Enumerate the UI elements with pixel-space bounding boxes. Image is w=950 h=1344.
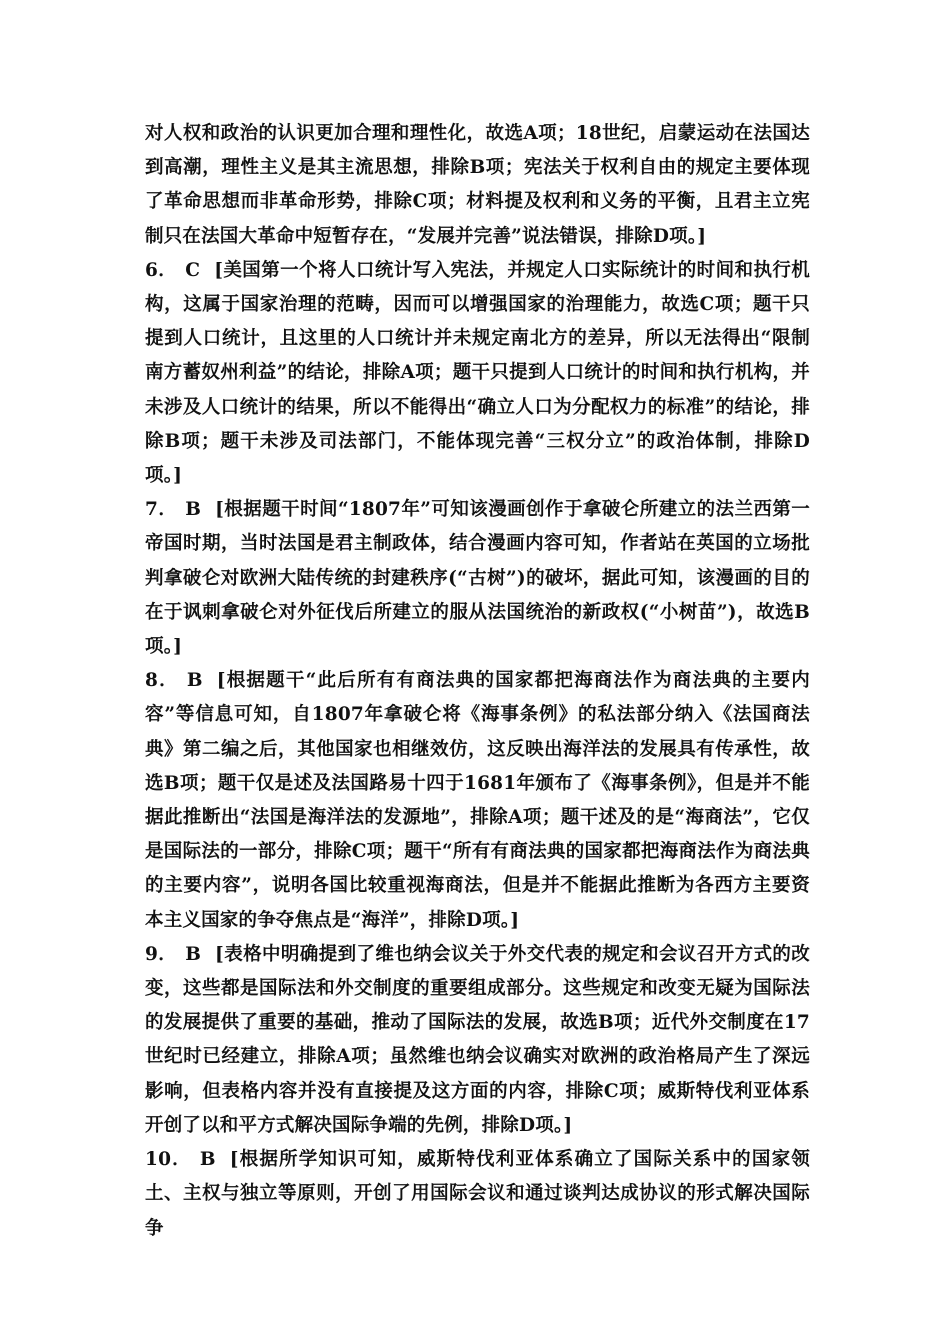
paragraph-text: 对人权和政治的认识更加合理和理性化，故选A项；18世纪，启蒙运动在法国达到高潮，理性主义是其主流思想，排除B项；宪法关于权利自由的规定主要体现了革命思想而非革命形势，排除C项；材料提及权利和义务的平衡，且君主立宪制只在法国大革命中短暂存在，“发展并完善”说法错误，排除D项。]: [145, 123, 810, 247]
explanation-text: [根据题干“此后所有有商法典的国家都把海商法作为商法典的主要内容”等信息可知，自1807年拿破仑将《海事条例》的私法部分纳入《法国商法典》第二编之后，其他国家也相继效仿，这反映出海洋法的发展具有传承性，故选B项；题干仅是述及法国路易十四于1681年颁布了《海事条例》，但是并不能据此推断出“法国是海洋法的发源地”，排除A项；题干述及的是“海商法”，它仅是国际法的一部分，排除C项；题干“所有有商法典的国家都把海商法作为商法典的主要内容”，说明各国比较重视海商法，但是并不能据此推断为各西方主要资本主义国家的争夺焦点是“海洋”，排除D项。]: [145, 670, 810, 931]
answer-item-9: [145, 938, 810, 1143]
question-number: 7．: [145, 499, 178, 521]
explanation-text: [根据题干时间“1807年”可知该漫画创作于拿破仑所建立的法兰西第一帝国时期，当时法国是君主制政体，结合漫画内容可知，作者站在英国的立场批判拿破仑对欧洲大陆传统的封建秩序(“古树”)的破坏，据此可知，该漫画的目的在于讽刺拿破仑对外征伐后所建立的服从法国统治的新政权(“小树苗”)，故选B项。]: [145, 499, 810, 658]
question-number: 6．: [145, 259, 178, 281]
answer-item-7: [145, 493, 810, 664]
question-number: 9．: [145, 943, 178, 965]
explanation-text: [表格中明确提到了维也纳会议关于外交代表的规定和会议召开方式的改变，这些都是国际法和外交制度的重要组成部分。这些规定和改变无疑为国际法的发展提供了重要的基础，推动了国际法的发展，故选B项；近代外交制度在17世纪时已经建立，排除A项；虽然维也纳会议确实对欧洲的政治格局产生了深远影响，但表格内容并没有直接提及这方面的内容，排除C项；威斯特伐利亚体系开创了以和平方式解决国际争端的先例，排除D项。]: [145, 943, 810, 1136]
answer-letter: B: [185, 499, 202, 521]
explanation-text: [美国第一个将人口统计写入宪法，并规定人口实际统计的时间和执行机构，这属于国家治理的范畴，因而可以增强国家的治理能力，故选C项；题干只提到人口统计，且这里的人口统计并未规定南北方的差异，所以无法得出“限制南方蓄奴州利益”的结论，排除A项；题干只提到人口统计的时间和执行机构，并未涉及人口统计的结果，所以不能得出“确立人口为分配权力的标准”的结论，排除B项；题干未涉及司法部门，不能体现完善“三权分立”的政治体制，排除D项。]: [145, 259, 811, 487]
answer-letter: B: [186, 670, 203, 692]
answer-item-8: [145, 664, 810, 938]
answer-letter: C: [185, 259, 201, 281]
answer-item-10: [145, 1143, 810, 1246]
explanation-text: [根据所学知识可知，威斯特伐利亚体系确立了国际关系中的国家领土、主权与独立等原则，开创了用国际会议和通过谈判达成协议的形式解决国际争: [145, 1149, 810, 1239]
question-number: 10．: [145, 1149, 192, 1171]
question-number: 8．: [145, 670, 179, 692]
answer-letter: B: [185, 943, 202, 965]
answer-letter: B: [199, 1149, 216, 1171]
answer-item-6: [145, 254, 810, 493]
paragraph-continuation: [145, 117, 810, 254]
answer-explanations: [145, 117, 810, 1246]
